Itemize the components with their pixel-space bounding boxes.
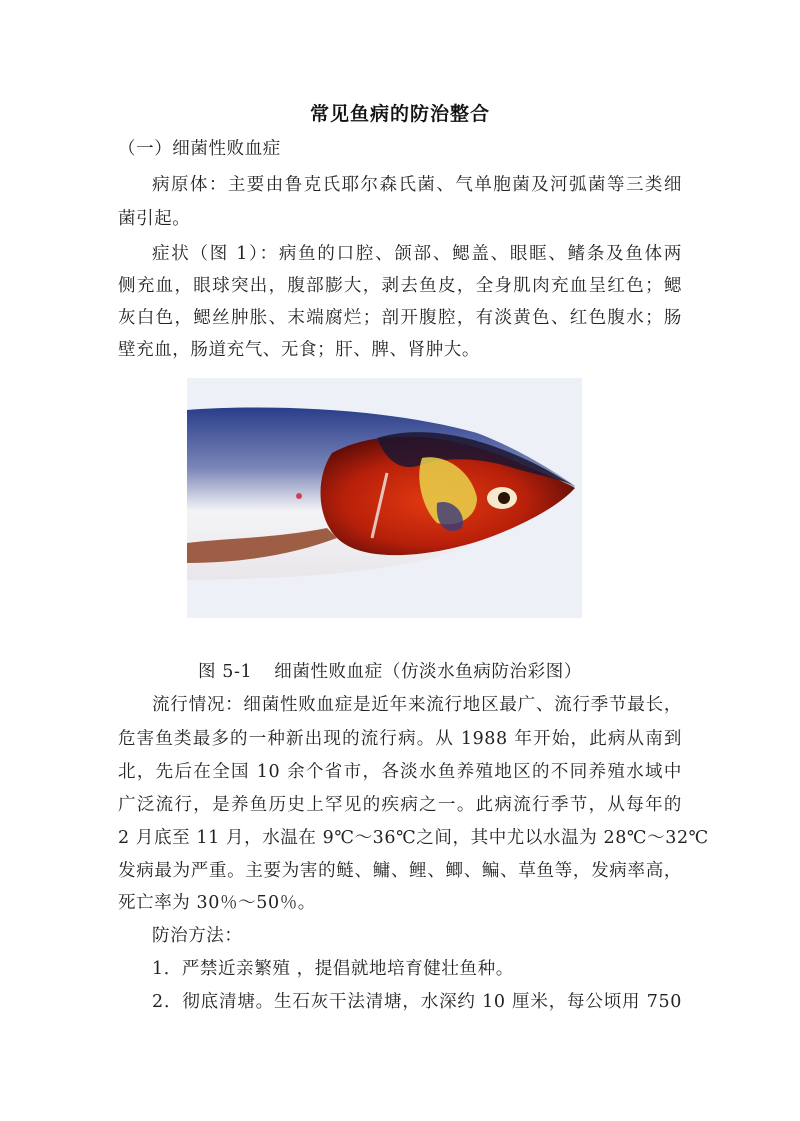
figure-number: 图 5-1	[198, 662, 253, 682]
symptoms-line-1: 症状（图 1）：病鱼的口腔、颌部、鳃盖、眼眶、鳍条及鱼体两	[152, 244, 682, 264]
epidemic-line-7: 死亡率为 30％～50％。	[118, 893, 316, 913]
section-heading: （一）细菌性败血症	[118, 139, 281, 159]
epidemic-line-6: 发病最为严重。主要为害的鲢、鳙、鲤、鲫、鳊、草鱼等，发病率高，	[118, 861, 682, 881]
symptoms-line-3: 灰白色，鳃丝肿胀、末端腐烂；剖开腹腔，有淡黄色、红色腹水；肠	[118, 308, 682, 328]
epidemic-line-2: 危害鱼类最多的一种新出现的流行病。从 1988 年开始，此病从南到	[118, 729, 682, 749]
pathogen-line-1: 病原体：主要由鲁克氏耶尔森氏菌、气单胞菌及河弧菌等三类细	[152, 175, 682, 195]
prevention-item-1: 1．严禁近亲繁殖 ，提倡就地培育健壮鱼种。	[152, 959, 514, 979]
epidemic-line-5: 2 月底至 11 月，水温在 9℃～36℃之间，其中尤以水温为 28℃～32℃	[118, 828, 709, 848]
fish-illustration-icon	[187, 378, 582, 618]
epidemic-line-4: 广泛流行，是养鱼历史上罕见的疾病之一。此病流行季节，从每年的	[118, 795, 682, 815]
fish-photo	[187, 378, 582, 618]
prevention-item-2: 2．彻底清塘。生石灰干法清塘，水深约 10 厘米，每公顷用 750	[152, 992, 682, 1012]
prevention-heading: 防治方法：	[152, 926, 243, 946]
epidemic-line-3: 北，先后在全国 10 余个省市，各淡水鱼养殖地区的不同养殖水域中	[118, 762, 682, 782]
pathogen-line-2: 菌引起。	[118, 209, 191, 229]
symptoms-line-2: 侧充血，眼球突出，腹部膨大，剥去鱼皮，全身肌肉充血呈红色；鳃	[118, 276, 682, 296]
epidemic-line-1: 流行情况：细菌性败血症是近年来流行地区最广、流行季节最长，	[152, 695, 682, 715]
figure-caption-text: 细菌性败血症（仿淡水鱼病防治彩图）	[274, 662, 582, 682]
page-title: 常见鱼病的防治整合	[309, 103, 490, 125]
symptoms-line-4: 壁充血，肠道充气、无食；肝、脾、肾肿大。	[118, 340, 480, 360]
figure-caption	[198, 658, 582, 683]
